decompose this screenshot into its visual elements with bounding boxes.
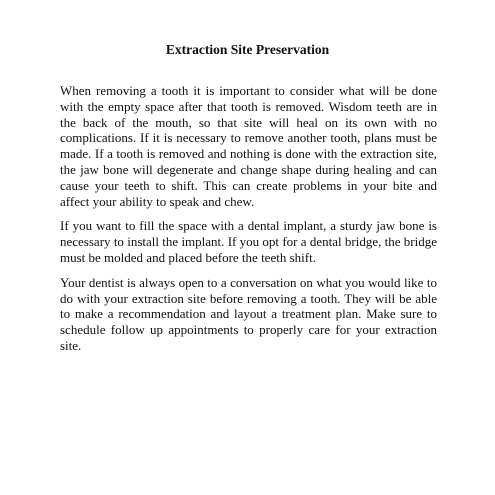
- paragraph-intro: When removing a tooth it is important to consider what will be done with the empty space after that tooth is removed. Wisdom teeth are in the back of the mouth, so that site will heal on its own with no complications. If it is necessary to remove another tooth, plans must be made. If a tooth is removed and nothing is done with the extraction site, the jaw bone will degenerate and change shape during healing and can cause your teeth to shift. This can create problems in your bite and affect your ability to speak and chew.: [60, 83, 437, 209]
- document-title: Extraction Site Preservation: [165, 42, 330, 57]
- paragraph-dentist: Your dentist is always open to a conversation on what you would like to do with your extraction site before removing a tooth. They will be able to make a recommendation and layout a treatment plan. Make sure to schedule follow up appointments to properly care for your extraction site.: [60, 274, 437, 353]
- paragraph-implant: If you want to fill the space with a dental implant, a sturdy jaw bone is necessary to install the implant. If you opt for a dental bridge, the bridge must be molded and placed before the teeth shift.: [60, 218, 437, 265]
- document-body: [60, 83, 437, 363]
